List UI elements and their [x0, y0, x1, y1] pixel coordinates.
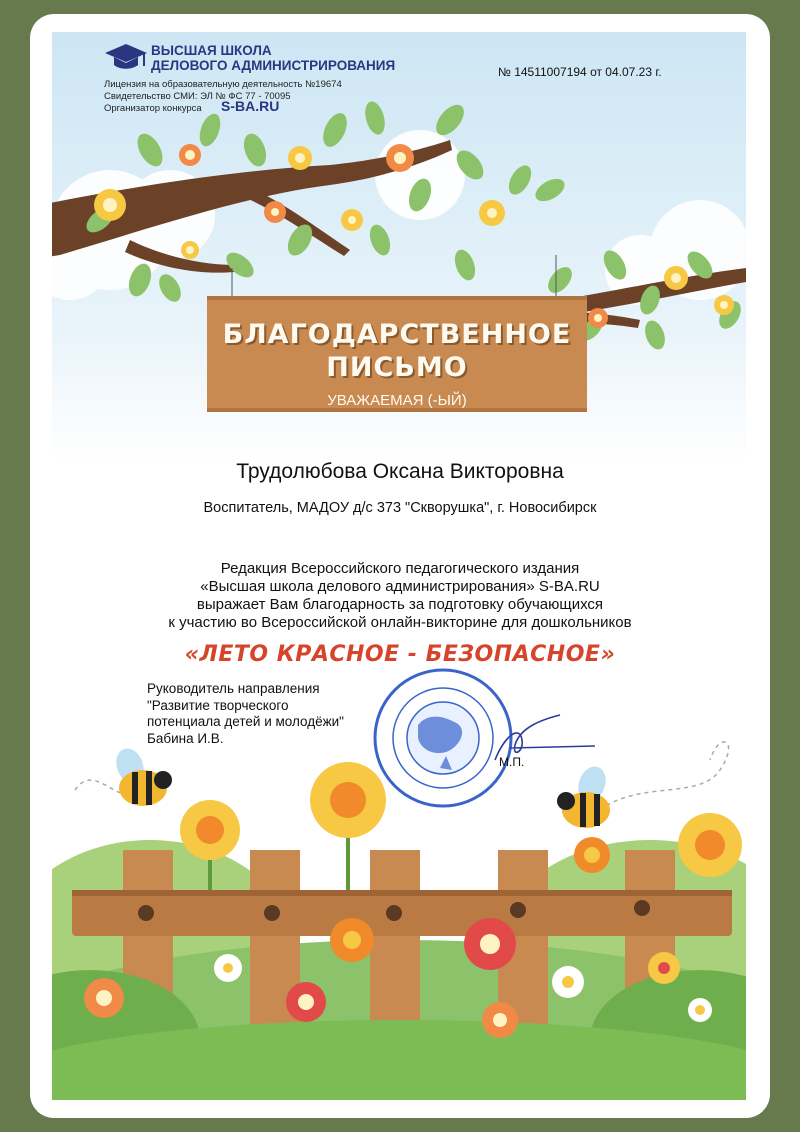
- media-cert-text: Свидетельство СМИ: ЭЛ № ФС 77 - 70095: [104, 91, 291, 102]
- leader-signature-block: Руководитель направления "Развитие творческого потенциала детей и молодёжи" Бабина И.В.: [147, 681, 344, 746]
- body-line-4: к участию во Всероссийской онлайн-викторине для дошкольников: [168, 614, 632, 631]
- site-link[interactable]: S-BA.RU: [221, 98, 280, 114]
- certificate-title-line2: ПИСЬМО: [326, 352, 468, 383]
- seal-stamp: [375, 670, 511, 806]
- certificate-title-line1: БЛАГОДАРСТВЕННОЕ: [222, 319, 572, 350]
- license-text: Лицензия на образовательную деятельность №19674: [104, 79, 342, 90]
- bee-left: [75, 745, 172, 806]
- recipient-name: Трудолюбова Оксана Викторовна: [236, 460, 564, 483]
- document-number: № 14511007194 от 04.07.23 г.: [498, 65, 662, 79]
- org-name-line2: ДЕЛОВОГО АДМИНИСТРИРОВАНИЯ: [151, 58, 396, 73]
- quiz-title: «ЛЕТО КРАСНОЕ - БЕЗОПАСНОЕ»: [184, 642, 616, 667]
- body-line-1: Редакция Всероссийского педагогического издания: [220, 560, 580, 577]
- body-text: [0, 560, 800, 632]
- certificate-subtitle: УВАЖАЕМАЯ (-ЫЙ): [327, 392, 467, 409]
- organizer-label: Организатор конкурса: [104, 103, 202, 114]
- body-line-3: выражает Вам благодарность за подготовку обучающихся: [196, 596, 604, 613]
- stamp-place-label: М.П.: [499, 755, 525, 769]
- certificate-title: [207, 318, 587, 384]
- org-name-line1: ВЫСШАЯ ШКОЛА: [151, 43, 272, 58]
- graduation-cap-icon: [104, 40, 148, 74]
- recipient-position: Воспитатель, МАДОУ д/с 373 "Скворушка", г. Новосибирск: [203, 500, 597, 516]
- body-line-2: «Высшая школа делового администрирования» S-BA.RU: [200, 578, 600, 595]
